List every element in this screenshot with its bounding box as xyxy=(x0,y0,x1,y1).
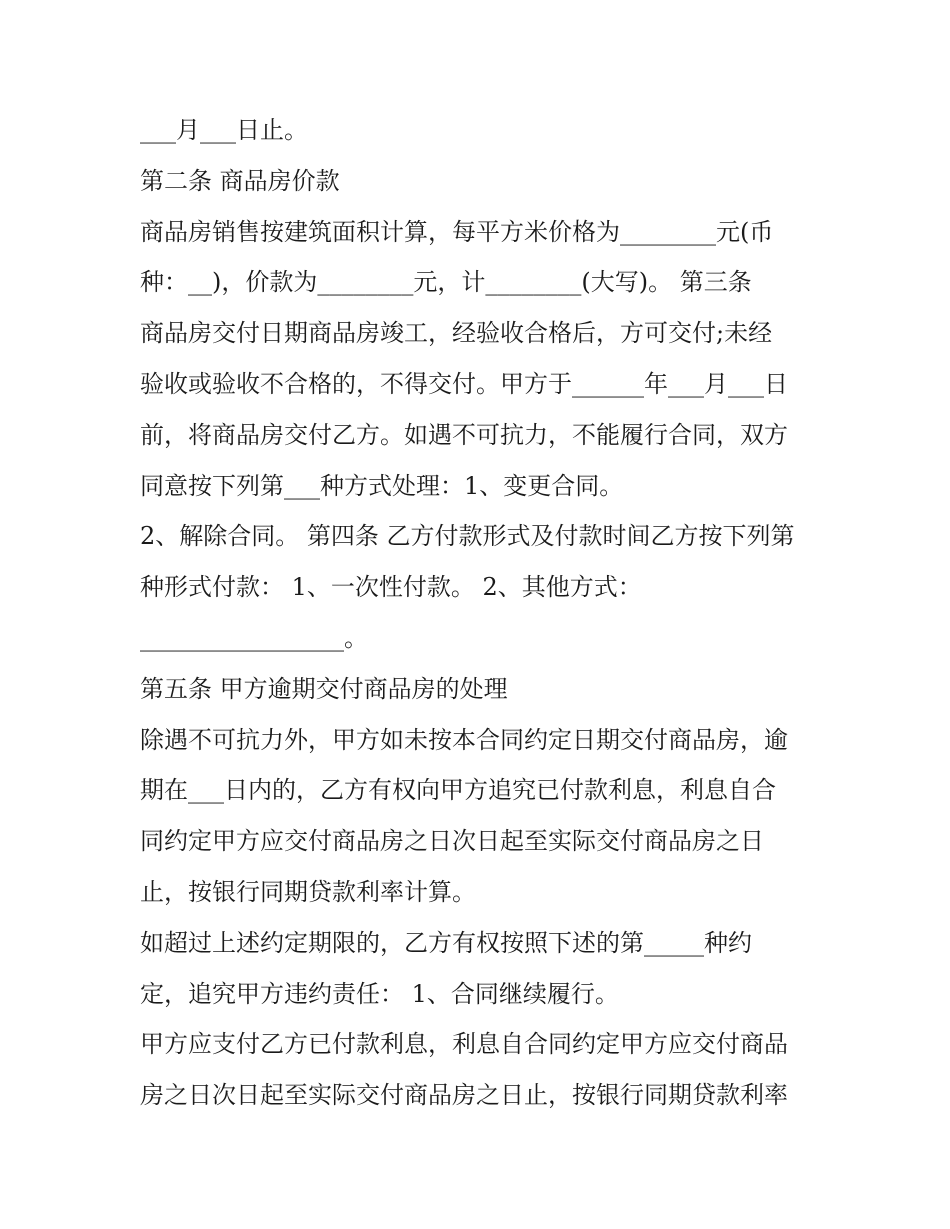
text-line: 如超过上述约定期限的，乙方有权按照下述的第_____种约 xyxy=(140,928,752,957)
text-line: 种形式付款： 1、一次性付款。 2、其他方式： xyxy=(140,573,642,602)
text-line: 期在___日内的，乙方有权向甲方追究已付款利息，利息自合 xyxy=(140,776,776,805)
text-line: 同意按下列第___种方式处理：1、变更合同。 xyxy=(140,471,624,500)
text-line: 种：__)，价款为________元，计________(大写)。 第三条 xyxy=(140,268,752,297)
text-line: 前，将商品房交付乙方。如遇不可抗力，不能履行合同，双方 xyxy=(140,420,788,449)
text-line: 除遇不可抗力外，甲方如未按本合同约定日期交付商品房，逾 xyxy=(140,725,788,754)
document-body xyxy=(140,105,820,1121)
text-line: 定，追究甲方违约责任： 1、合同继续履行。 xyxy=(140,979,619,1008)
text-line: 房之日次日起至实际交付商品房之日止，按银行同期贷款利率 xyxy=(140,1081,788,1110)
text-line: 止，按银行同期贷款利率计算。 xyxy=(140,877,476,906)
text-line: 甲方应支付乙方已付款利息，利息自合同约定甲方应交付商品 xyxy=(140,1030,788,1059)
text-line: 商品房销售按建筑面积计算，每平方米价格为________元(币 xyxy=(140,217,774,246)
text-line: 商品房交付日期商品房竣工，经验收合格后，方可交付;未经 xyxy=(140,319,773,348)
text-line: _________________。 xyxy=(140,623,368,652)
section-heading: 第五条 甲方逾期交付商品房的处理 xyxy=(140,674,508,703)
text-line: 同约定甲方应交付商品房之日次日起至实际交付商品房之日 xyxy=(140,827,764,856)
section-heading: 第二条 商品房价款 xyxy=(140,166,340,195)
text-line: 2、解除合同。 第四条 乙方付款形式及付款时间乙方按下列第 xyxy=(140,522,795,551)
text-line: ___月___日止。 xyxy=(140,116,308,144)
text-line: 验收或验收不合格的，不得交付。甲方于______年___月___日 xyxy=(140,369,788,398)
